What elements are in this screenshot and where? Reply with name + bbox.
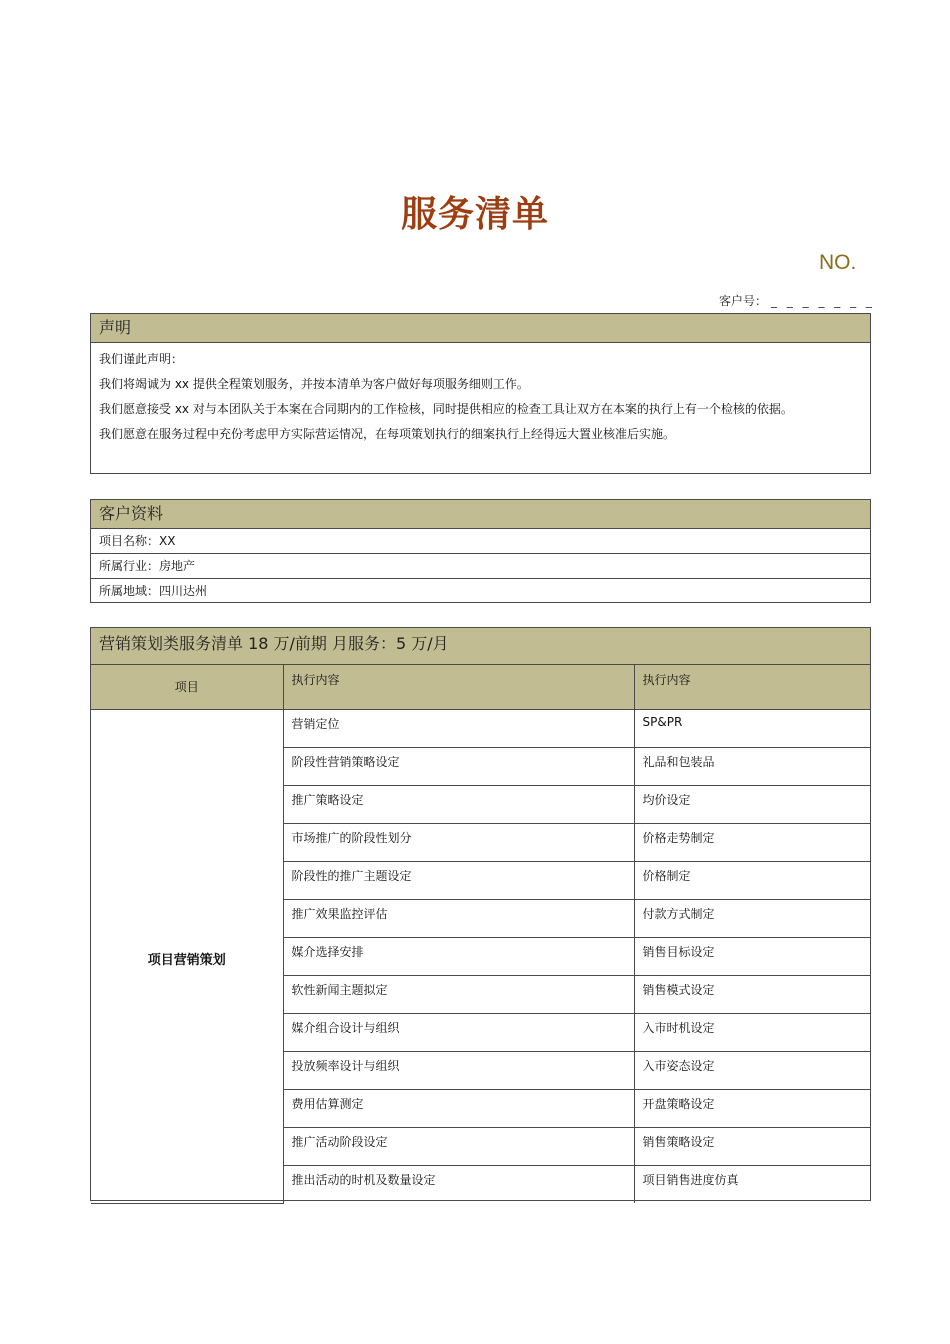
customer-info-heading: 客户资料 [91, 500, 870, 529]
exec-content-cell-1: 推广策略设定 [283, 785, 634, 823]
declaration-line: 我们谨此声明： [99, 352, 184, 366]
customer-number-blank: _ _ _ _ _ _ _ [771, 294, 875, 308]
customer-industry: 所属行业：房地产 [91, 554, 870, 579]
exec-content-cell-2: 项目销售进度仿真 [634, 1165, 870, 1203]
project-name-cell: 项目营销策划 [91, 709, 283, 1203]
exec-content-cell-2: 入市姿态设定 [634, 1051, 870, 1089]
exec-content-cell-2: 销售策略设定 [634, 1127, 870, 1165]
exec-content-cell-2: 礼品和包装品 [634, 747, 870, 785]
exec-content-cell-1: 阶段性的推广主题设定 [283, 861, 634, 899]
column-header-exec-2: 执行内容 [634, 665, 870, 709]
exec-content-cell-2: 付款方式制定 [634, 899, 870, 937]
exec-content-cell-1: 费用估算测定 [283, 1089, 634, 1127]
exec-content-cell-1: 软性新闻主题拟定 [283, 975, 634, 1013]
exec-content-cell-1: 市场推广的阶段性划分 [283, 823, 634, 861]
customer-project-name: 项目名称：XX [91, 529, 870, 554]
service-table-header [91, 665, 870, 709]
declaration-section [90, 313, 871, 474]
exec-content-cell-2: 销售目标设定 [634, 937, 870, 975]
customer-info-section [90, 499, 871, 603]
declaration-body [91, 343, 870, 451]
exec-content-cell-1: 推广效果监控评估 [283, 899, 634, 937]
exec-content-cell-1: 媒介组合设计与组织 [283, 1013, 634, 1051]
service-table [91, 665, 870, 1204]
exec-content-cell-2: 均价设定 [634, 785, 870, 823]
exec-content-cell-2: 入市时机设定 [634, 1013, 870, 1051]
document-number-label: NO. [819, 251, 857, 274]
customer-region: 所属地域：四川达州 [99, 584, 208, 598]
page-title: 服务清单 [400, 193, 549, 235]
declaration-heading: 声明 [91, 314, 870, 343]
declaration-line: 我们愿意在服务过程中充份考虑甲方实际营运情况，在每项策划执行的细案执行上经得远大置业核准后实施。 [99, 427, 676, 441]
exec-content-cell-2: SP&PR [634, 709, 870, 747]
exec-content-cell-2: 销售模式设定 [634, 975, 870, 1013]
exec-content-cell-2: 价格走势制定 [634, 823, 870, 861]
service-list-section [90, 627, 871, 1201]
column-header-project: 项目 [91, 665, 283, 709]
exec-content-cell-1: 推广活动阶段设定 [283, 1127, 634, 1165]
service-list-heading: 营销策划类服务清单 18 万/前期 月服务：5 万/月 [91, 628, 870, 665]
exec-content-cell-1: 阶段性营销策略设定 [283, 747, 634, 785]
exec-content-cell-1: 推出活动的时机及数量设定 [283, 1165, 634, 1203]
exec-content-cell-2: 开盘策略设定 [634, 1089, 870, 1127]
customer-number [719, 292, 875, 309]
declaration-line: 我们愿意接受 xx 对与本团队关于本案在合同期内的工作检核，同时提供相应的检查工具让双方在本案的执行上有一个检核的依据。 [99, 402, 793, 416]
exec-content-cell-1: 营销定位 [283, 709, 634, 747]
exec-content-cell-1: 投放频率设计与组织 [283, 1051, 634, 1089]
exec-content-cell-2: 价格制定 [634, 861, 870, 899]
table-row [91, 709, 870, 747]
column-header-exec-1: 执行内容 [283, 665, 634, 709]
exec-content-cell-1: 媒介选择安排 [283, 937, 634, 975]
customer-number-label: 客户号： [719, 294, 768, 308]
declaration-line: 我们将竭诚为 xx 提供全程策划服务，并按本清单为客户做好每项服务细则工作。 [99, 377, 529, 391]
